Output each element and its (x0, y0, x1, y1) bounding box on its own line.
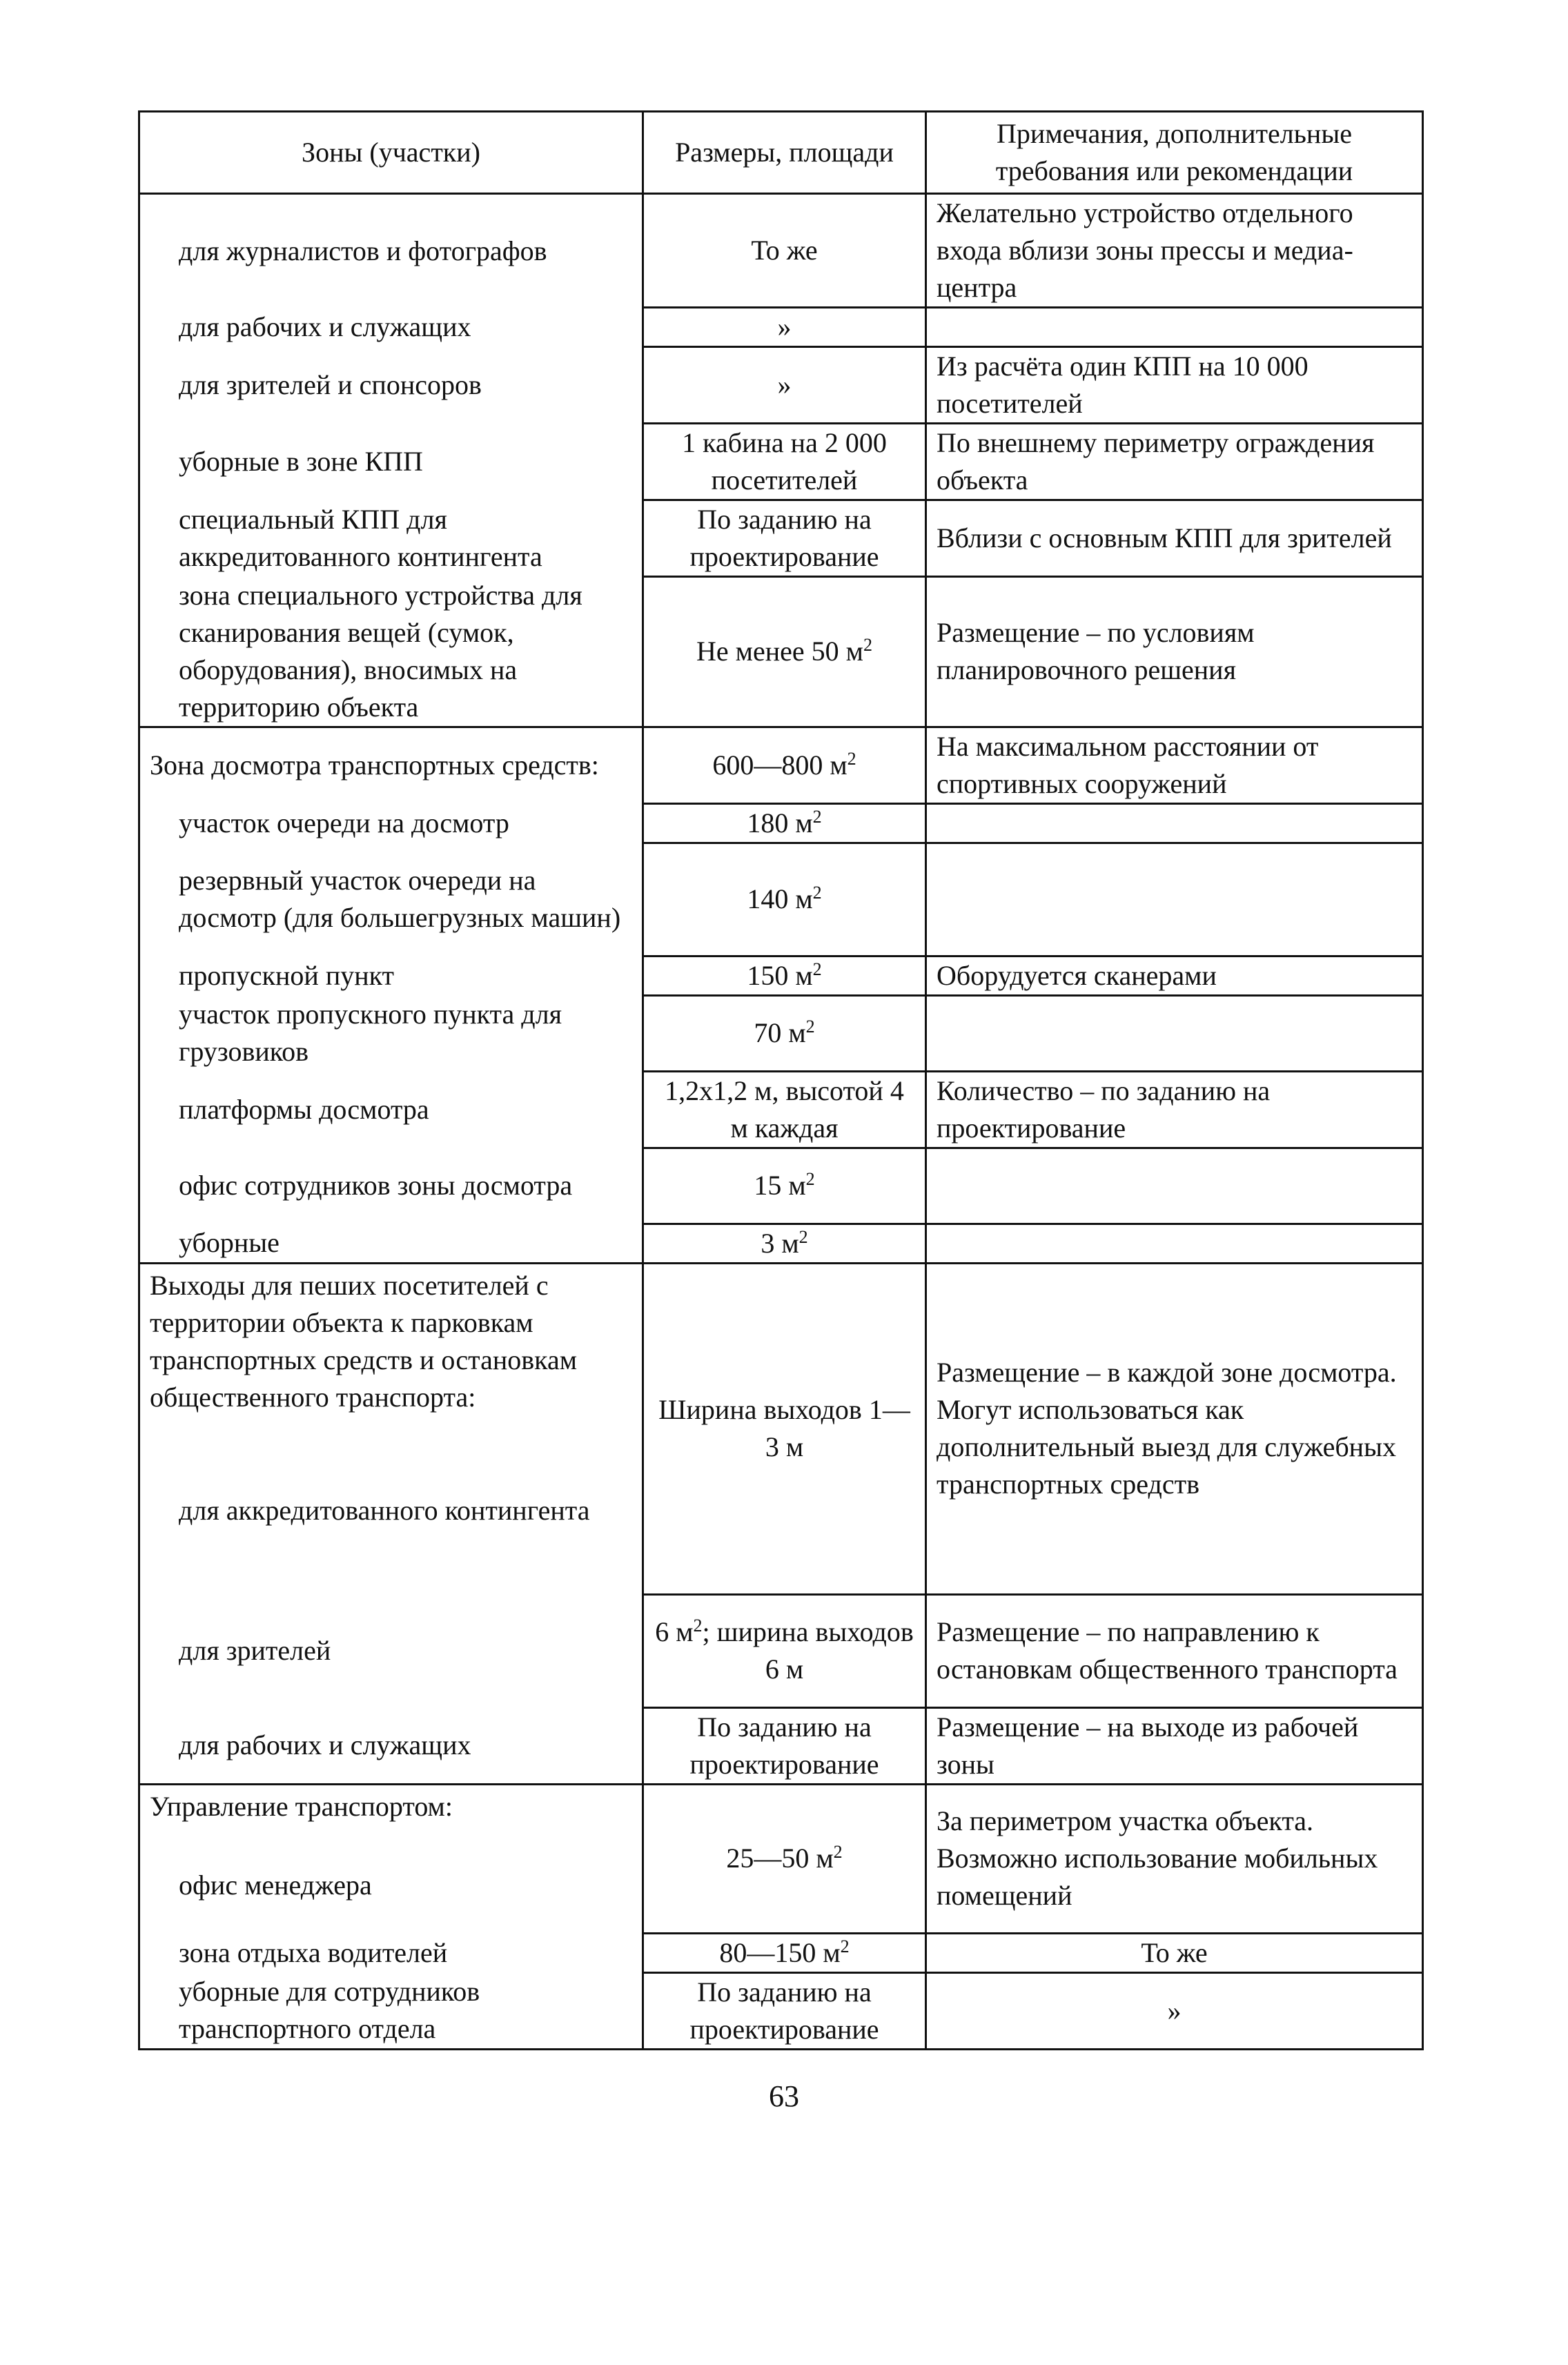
zone-label: для зрителей и спонсоров (179, 369, 482, 400)
zone-label: для зрителей (179, 1635, 331, 1666)
size-cell (643, 1933, 926, 1972)
zone-label: зона специального устройства для сканирования вещей (сумок, оборудования), вносимых на территорию объекта (179, 579, 582, 723)
note-text: Размещение – на выходе из рабочей зоны (937, 1711, 1359, 1780)
size-value: 3 м (761, 1227, 799, 1259)
size-value: По заданию на проектирование (689, 1711, 879, 1780)
table-body (139, 194, 1423, 2050)
note-text: » (1167, 1994, 1182, 2026)
note-cell (926, 1071, 1423, 1148)
table-row (139, 1594, 1423, 1707)
zone-label: уборные (179, 1226, 280, 1258)
zone-cell (139, 727, 643, 803)
requirements-table (138, 110, 1424, 2050)
size-cell (643, 577, 926, 727)
size-value: 15 м (754, 1170, 806, 1201)
size-exponent: 2 (840, 1936, 850, 1956)
note-cell (926, 347, 1423, 424)
zone-group-heading: Выходы для пеших посетителей с территории объекта к парковкам транспортных средств и остановкам общественного транспорта: (150, 1269, 578, 1413)
size-exponent: 2 (863, 635, 872, 656)
size-value: 1,2х1,2 м, высотой 4 м каждая (665, 1074, 904, 1144)
zone-group-heading: Зона досмотра транспортных средств: (150, 749, 599, 781)
table-row (139, 1263, 1423, 1594)
size-exponent: 2 (812, 883, 822, 903)
header-zones: Зоны (участки) (139, 112, 643, 194)
size-cell (643, 727, 926, 803)
zone-cell (139, 956, 643, 995)
zone-group-heading: Управление транспортом: (150, 1790, 453, 1822)
size-exponent: 2 (833, 1842, 843, 1862)
size-value: 70 м (754, 1017, 806, 1048)
table-row (139, 577, 1423, 727)
note-cell (926, 1594, 1423, 1707)
size-value: Ширина выходов 1—3 м (658, 1394, 910, 1462)
size-value: 150 м (747, 959, 813, 991)
note-cell (926, 1263, 1423, 1594)
note-text: Из расчёта один КПП на 10 000 посетителей (937, 351, 1309, 419)
size-value: По заданию на проектирование (689, 1976, 879, 2045)
size-exponent: 2 (812, 959, 822, 979)
size-exponent: 2 (798, 1226, 808, 1247)
zone-label: для рабочих и служащих (179, 311, 471, 342)
size-cell (643, 956, 926, 995)
table-row (139, 347, 1423, 424)
size-value: 180 м (747, 807, 813, 838)
note-cell (926, 1972, 1423, 2049)
size-value-tail: ; ширина выходов 6 м (702, 1616, 914, 1685)
note-cell (926, 308, 1423, 347)
zone-cell (139, 500, 643, 577)
note-text: Вблизи с основным КПП для зрителей (937, 522, 1392, 553)
size-exponent: 2 (847, 748, 856, 769)
zone-label: для рабочих и служащих (179, 1729, 471, 1760)
size-value: 1 кабина на 2 000 посетителей (682, 427, 887, 495)
zone-label: участок пропускного пункта для грузовиков (179, 999, 562, 1067)
note-text: То же (1141, 1936, 1208, 1968)
note-cell (926, 424, 1423, 500)
note-cell (926, 1148, 1423, 1224)
zone-cell (139, 1594, 643, 1707)
size-cell (643, 500, 926, 577)
zone-cell (139, 1933, 643, 1972)
zone-cell (139, 424, 643, 500)
zone-cell (139, 1148, 643, 1224)
note-cell (926, 500, 1423, 577)
header-sizes: Размеры, площади (643, 112, 926, 194)
note-text: Оборудуется сканерами (937, 959, 1217, 991)
zone-cell (139, 1224, 643, 1263)
zone-label: офис менеджера (179, 1869, 372, 1901)
note-text: Размещение – в каждой зоне досмотра. Могут использоваться как дополнительный выезд для служебных транспортных средств (937, 1357, 1397, 1500)
size-cell (643, 1972, 926, 2049)
zone-label: уборные для сотрудников транспортного отдела (179, 1975, 480, 2044)
size-value: 6 м (655, 1616, 694, 1647)
table-row (139, 424, 1423, 500)
table-row (139, 194, 1423, 308)
table-row (139, 995, 1423, 1071)
zone-label: специальный КПП для аккредитованного контингента (179, 504, 542, 572)
zone-cell (139, 1071, 643, 1148)
zone-label: зона отдыха водителей (179, 1936, 448, 1968)
size-cell (643, 194, 926, 308)
zone-cell (139, 577, 643, 727)
size-cell (643, 843, 926, 956)
zone-label: для аккредитованного контингента (179, 1494, 590, 1526)
table-row (139, 1148, 1423, 1224)
size-exponent: 2 (805, 1169, 815, 1189)
table-row (139, 956, 1423, 995)
zone-label: уборные в зоне КПП (179, 446, 423, 477)
size-value: 140 м (747, 883, 813, 914)
size-value: 80—150 м (719, 1936, 841, 1968)
header-notes: Примечания, дополнительные требования или рекомендации (926, 112, 1423, 194)
size-exponent: 2 (805, 1017, 815, 1037)
size-cell (643, 1594, 926, 1707)
note-cell (926, 1784, 1423, 1933)
zone-cell (139, 803, 643, 843)
size-value: 25—50 м (726, 1843, 834, 1874)
zone-cell (139, 308, 643, 347)
table-row (139, 803, 1423, 843)
note-cell (926, 1933, 1423, 1972)
zone-cell (139, 1263, 643, 1594)
note-text: По внешнему периметру ограждения объекта (937, 427, 1375, 495)
table-row (139, 308, 1423, 347)
zone-label: офис сотрудников зоны досмотра (179, 1170, 573, 1201)
note-cell (926, 727, 1423, 803)
size-cell (643, 803, 926, 843)
size-value: » (777, 369, 792, 400)
zone-label: платформы досмотра (179, 1093, 429, 1125)
note-cell (926, 843, 1423, 956)
zone-label: участок очереди на досмотр (179, 807, 509, 838)
note-text: За периметром участка объекта. Возможно использование мобильных помещений (937, 1805, 1378, 1911)
table-row (139, 1224, 1423, 1263)
note-cell (926, 803, 1423, 843)
zone-cell (139, 995, 643, 1071)
note-text: Количество – по заданию на проектирование (937, 1074, 1271, 1144)
zone-cell (139, 194, 643, 308)
table-row (139, 1707, 1423, 1784)
size-cell (643, 1263, 926, 1594)
note-text: Размещение – по условиям планировочного решения (937, 617, 1255, 686)
size-cell (643, 347, 926, 424)
table-row (139, 1784, 1423, 1933)
size-cell (643, 1784, 926, 1933)
size-value: Не менее 50 м (696, 636, 863, 667)
zone-label: для журналистов и фотографов (179, 235, 547, 266)
note-text: Размещение – по направлению к остановкам общественного транспорта (937, 1616, 1398, 1685)
size-value: » (777, 311, 792, 342)
size-cell (643, 424, 926, 500)
table-header-row (139, 112, 1423, 194)
zone-label: резервный участок очереди на досмотр (для большегрузных машин) (179, 865, 621, 933)
page-number: 63 (769, 2079, 799, 2113)
note-cell (926, 1707, 1423, 1784)
note-text: На максимальном расстоянии от спортивных сооружений (937, 730, 1319, 799)
table-row (139, 1933, 1423, 1972)
zone-cell (139, 1707, 643, 1784)
size-cell (643, 1071, 926, 1148)
table-row (139, 727, 1423, 803)
size-value: По заданию на проектирование (689, 504, 879, 572)
size-cell (643, 1707, 926, 1784)
zone-label: пропускной пункт (179, 959, 395, 991)
size-cell (643, 995, 926, 1071)
note-cell (926, 577, 1423, 727)
zone-cell (139, 347, 643, 424)
note-text: Желательно устройство отдельного входа вблизи зоны прессы и медиа-центра (937, 197, 1353, 303)
note-cell (926, 995, 1423, 1071)
zone-cell (139, 1784, 643, 1933)
size-exponent: 2 (693, 1616, 703, 1636)
table-row (139, 1071, 1423, 1148)
note-cell (926, 194, 1423, 308)
size-exponent: 2 (812, 806, 822, 827)
size-cell (643, 1148, 926, 1224)
note-cell (926, 956, 1423, 995)
size-cell (643, 1224, 926, 1263)
table-row (139, 500, 1423, 577)
table-row (139, 1972, 1423, 2049)
zone-cell (139, 843, 643, 956)
size-cell (643, 308, 926, 347)
size-value: 600—800 м (712, 749, 847, 781)
table-row (139, 843, 1423, 956)
size-value: То же (751, 235, 818, 266)
note-cell (926, 1224, 1423, 1263)
zone-cell (139, 1972, 643, 2049)
